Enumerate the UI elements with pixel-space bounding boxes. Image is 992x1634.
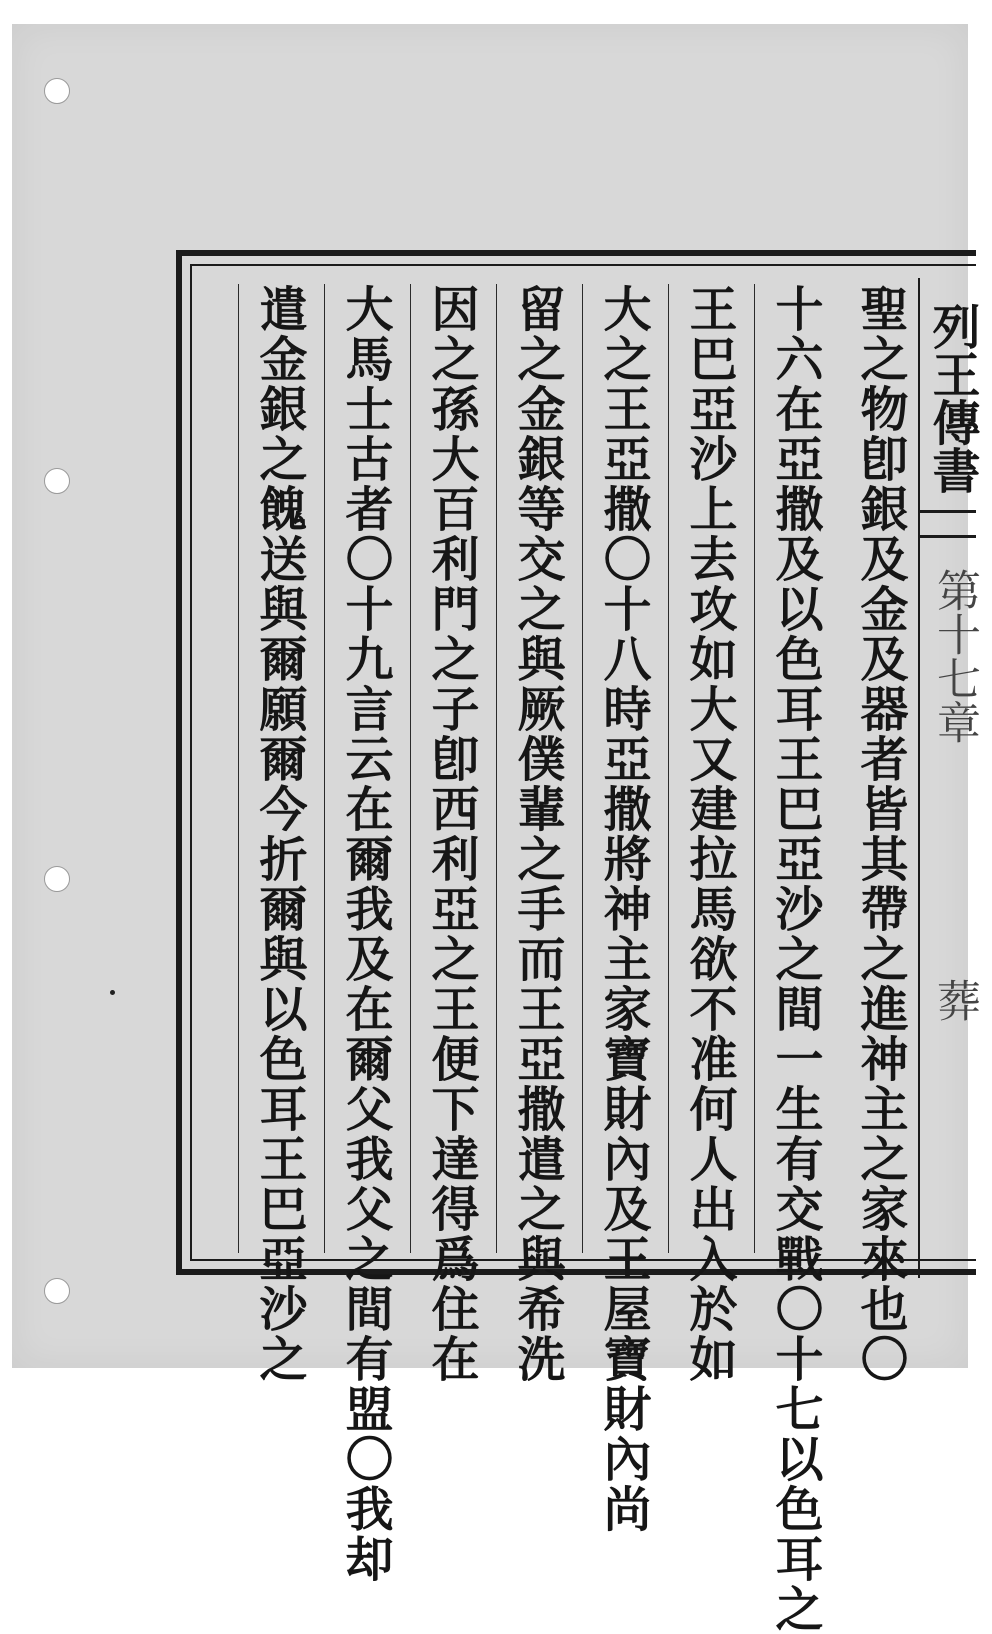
punch-hole [44,78,70,104]
column-text: 大之王亞撒〇十八時亞撒將神主家寶財內及王屋寶財內尚 [595,284,651,1534]
column-text: 十六在亞撒及以色耳王巴亞沙之間一生有交戰〇十七以色耳之 [767,284,823,1634]
inner-border [190,264,980,1634]
column-text: 王巴亞沙上去攻如大又建拉馬欲不准何人出入於如 [681,284,737,1384]
speck [110,990,115,995]
text-frame [176,250,980,1634]
text-column-2 [754,284,835,1634]
page-title: 列王傳書 [924,302,980,494]
punch-hole [44,468,70,494]
text-column-4 [582,284,663,1534]
text-column-1 [840,284,920,1384]
column-text: 聖之物卽銀及金及器者皆其帶之進神主之家來也〇 [852,284,908,1384]
text-column-7 [324,284,405,1584]
column-text: 大馬士古者〇十九言云在爾我及在爾父我父之間有盟〇我却 [337,284,393,1584]
column-text: 遣金銀之餽送與爾願爾今折爾與以色耳王巴亞沙之 [251,284,307,1384]
column-text: 因之孫大百利門之子卽西利亞之王便下達得爲住在 [423,284,479,1384]
text-column-6 [410,284,491,1384]
punch-hole [44,866,70,892]
text-column-5 [496,284,577,1384]
header-column [918,278,980,1278]
chapter-fragment: 第十七章 [929,568,980,744]
text-column-8 [238,284,319,1384]
column-text: 留之金銀等交之與厥僕輩之手而王亞撒遣之與希洗 [509,284,565,1384]
fish-tail-mark [920,510,976,538]
text-column-3 [668,284,749,1384]
folio-fragment: 葬 [929,978,980,1022]
punch-hole [44,1278,70,1304]
